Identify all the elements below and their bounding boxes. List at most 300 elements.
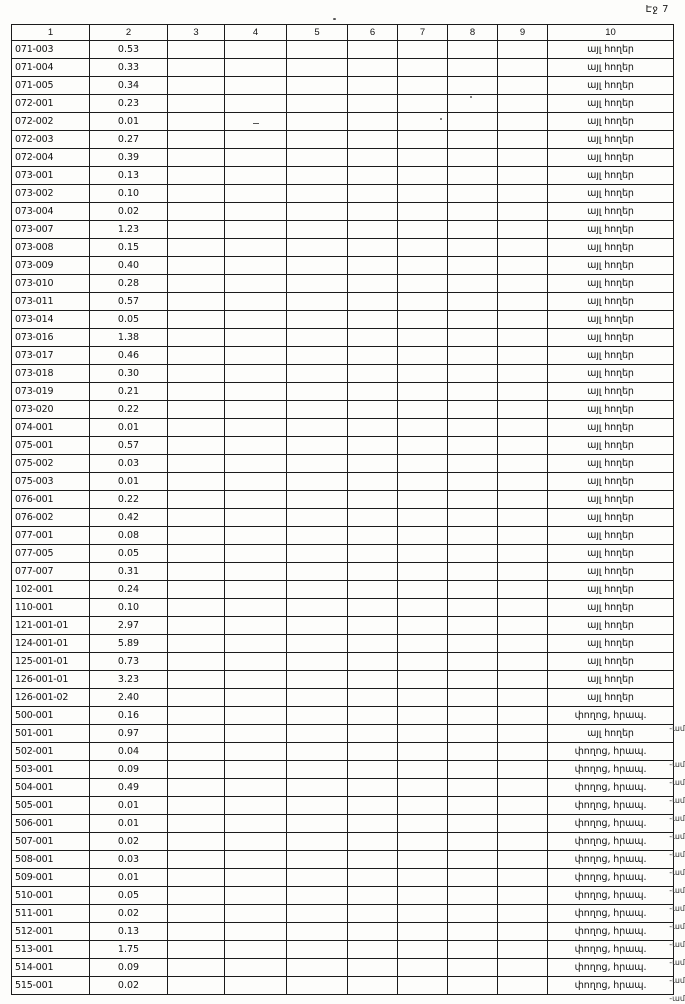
empty-cell bbox=[498, 725, 548, 743]
empty-cell bbox=[287, 383, 348, 401]
empty-cell bbox=[498, 617, 548, 635]
empty-cell bbox=[398, 797, 448, 815]
empty-cell bbox=[168, 815, 225, 833]
empty-cell bbox=[448, 905, 498, 923]
table-row bbox=[12, 365, 674, 383]
empty-cell bbox=[448, 761, 498, 779]
empty-cell bbox=[168, 167, 225, 185]
table-row bbox=[12, 671, 674, 689]
land-type-cell: փողոց, հրապ. bbox=[548, 815, 674, 833]
table-row bbox=[12, 887, 674, 905]
empty-cell bbox=[398, 725, 448, 743]
empty-cell bbox=[225, 599, 287, 617]
empty-cell bbox=[348, 653, 398, 671]
table-row bbox=[12, 401, 674, 419]
empty-cell bbox=[498, 977, 548, 995]
parcel-code-cell: 073-010 bbox=[12, 275, 90, 293]
margin-note: -ամ bbox=[669, 940, 685, 949]
land-type-cell: այլ հողեր bbox=[548, 509, 674, 527]
empty-cell bbox=[348, 941, 398, 959]
empty-cell bbox=[498, 761, 548, 779]
table-row bbox=[12, 329, 674, 347]
empty-cell bbox=[168, 239, 225, 257]
empty-cell bbox=[168, 959, 225, 977]
land-type-cell: այլ հողեր bbox=[548, 239, 674, 257]
empty-cell bbox=[498, 635, 548, 653]
column-header: 9 bbox=[498, 25, 548, 41]
parcel-code-cell: 075-001 bbox=[12, 437, 90, 455]
empty-cell bbox=[448, 329, 498, 347]
empty-cell bbox=[287, 473, 348, 491]
empty-cell bbox=[348, 905, 398, 923]
empty-cell bbox=[348, 293, 398, 311]
empty-cell bbox=[225, 941, 287, 959]
empty-cell bbox=[287, 293, 348, 311]
empty-cell bbox=[448, 653, 498, 671]
empty-cell bbox=[225, 221, 287, 239]
area-value-cell: 0.53 bbox=[90, 41, 168, 59]
empty-cell bbox=[168, 473, 225, 491]
empty-cell bbox=[448, 779, 498, 797]
parcel-code-cell: 076-001 bbox=[12, 491, 90, 509]
empty-cell bbox=[168, 743, 225, 761]
land-type-cell: փողոց, հրապ. bbox=[548, 923, 674, 941]
land-type-cell: փողոց, հրապ. bbox=[548, 851, 674, 869]
table-row bbox=[12, 275, 674, 293]
empty-cell bbox=[398, 185, 448, 203]
parcel-code-cell: 073-004 bbox=[12, 203, 90, 221]
empty-cell bbox=[498, 905, 548, 923]
table-row bbox=[12, 563, 674, 581]
empty-cell bbox=[398, 545, 448, 563]
table-row bbox=[12, 707, 674, 725]
table-row bbox=[12, 59, 674, 77]
empty-cell bbox=[168, 635, 225, 653]
land-type-cell: այլ հողեր bbox=[548, 725, 674, 743]
empty-cell bbox=[168, 311, 225, 329]
empty-cell bbox=[448, 671, 498, 689]
empty-cell bbox=[225, 833, 287, 851]
land-type-cell: այլ հողեր bbox=[548, 473, 674, 491]
area-value-cell: 0.02 bbox=[90, 905, 168, 923]
table-row bbox=[12, 869, 674, 887]
area-value-cell: 2.97 bbox=[90, 617, 168, 635]
empty-cell bbox=[498, 437, 548, 455]
parcel-code-cell: 073-018 bbox=[12, 365, 90, 383]
empty-cell bbox=[225, 419, 287, 437]
empty-cell bbox=[225, 671, 287, 689]
column-header: 5 bbox=[287, 25, 348, 41]
table-row bbox=[12, 743, 674, 761]
empty-cell bbox=[398, 59, 448, 77]
area-value-cell: 1.75 bbox=[90, 941, 168, 959]
empty-cell bbox=[448, 707, 498, 725]
table-header-row bbox=[12, 25, 674, 41]
empty-cell bbox=[348, 563, 398, 581]
parcel-code-cell: 074-001 bbox=[12, 419, 90, 437]
land-type-cell: այլ հողեր bbox=[548, 599, 674, 617]
area-value-cell: 0.15 bbox=[90, 239, 168, 257]
empty-cell bbox=[398, 617, 448, 635]
empty-cell bbox=[168, 617, 225, 635]
area-value-cell: 0.02 bbox=[90, 203, 168, 221]
empty-cell bbox=[448, 473, 498, 491]
land-type-cell: այլ հողեր bbox=[548, 365, 674, 383]
empty-cell bbox=[348, 725, 398, 743]
empty-cell bbox=[498, 545, 548, 563]
column-header: 7 bbox=[398, 25, 448, 41]
empty-cell bbox=[168, 797, 225, 815]
empty-cell bbox=[287, 329, 348, 347]
empty-cell bbox=[448, 563, 498, 581]
empty-cell bbox=[448, 599, 498, 617]
empty-cell bbox=[225, 527, 287, 545]
land-type-cell: փողոց, հրապ. bbox=[548, 887, 674, 905]
table-row bbox=[12, 545, 674, 563]
parcel-code-cell: 075-003 bbox=[12, 473, 90, 491]
empty-cell bbox=[287, 743, 348, 761]
empty-cell bbox=[348, 329, 398, 347]
land-type-cell: փողոց, հրապ. bbox=[548, 869, 674, 887]
land-type-cell: այլ հողեր bbox=[548, 347, 674, 365]
empty-cell bbox=[448, 239, 498, 257]
empty-cell bbox=[225, 203, 287, 221]
parcel-code-cell: 126-001-01 bbox=[12, 671, 90, 689]
margin-note: -ամ bbox=[669, 796, 685, 805]
empty-cell bbox=[398, 707, 448, 725]
table-row bbox=[12, 653, 674, 671]
parcel-code-cell: 072-003 bbox=[12, 131, 90, 149]
parcel-code-cell: 073-019 bbox=[12, 383, 90, 401]
empty-cell bbox=[168, 689, 225, 707]
empty-cell bbox=[168, 275, 225, 293]
empty-cell bbox=[348, 131, 398, 149]
table-row bbox=[12, 419, 674, 437]
table-row bbox=[12, 599, 674, 617]
empty-cell bbox=[498, 707, 548, 725]
empty-cell bbox=[348, 221, 398, 239]
area-value-cell: 0.02 bbox=[90, 833, 168, 851]
empty-cell bbox=[225, 869, 287, 887]
parcel-code-cell: 073-001 bbox=[12, 167, 90, 185]
empty-cell bbox=[348, 833, 398, 851]
table-row bbox=[12, 635, 674, 653]
empty-cell bbox=[225, 239, 287, 257]
empty-cell bbox=[448, 833, 498, 851]
empty-cell bbox=[287, 581, 348, 599]
land-registry-table bbox=[11, 24, 674, 995]
empty-cell bbox=[498, 275, 548, 293]
table-row bbox=[12, 977, 674, 995]
area-value-cell: 0.04 bbox=[90, 743, 168, 761]
empty-cell bbox=[398, 167, 448, 185]
empty-cell bbox=[225, 815, 287, 833]
land-type-cell: փողոց, հրապ. bbox=[548, 761, 674, 779]
empty-cell bbox=[225, 437, 287, 455]
empty-cell bbox=[287, 599, 348, 617]
empty-cell bbox=[225, 581, 287, 599]
empty-cell bbox=[348, 491, 398, 509]
land-type-cell: այլ հողեր bbox=[548, 185, 674, 203]
empty-cell bbox=[225, 689, 287, 707]
empty-cell bbox=[448, 977, 498, 995]
parcel-code-cell: 505-001 bbox=[12, 797, 90, 815]
parcel-code-cell: 071-004 bbox=[12, 59, 90, 77]
empty-cell bbox=[498, 941, 548, 959]
empty-cell bbox=[225, 851, 287, 869]
empty-cell bbox=[448, 491, 498, 509]
empty-cell bbox=[287, 77, 348, 95]
empty-cell bbox=[498, 221, 548, 239]
empty-cell bbox=[287, 491, 348, 509]
empty-cell bbox=[448, 41, 498, 59]
empty-cell bbox=[225, 275, 287, 293]
land-type-cell: այլ հողեր bbox=[548, 131, 674, 149]
parcel-code-cell: 500-001 bbox=[12, 707, 90, 725]
empty-cell bbox=[225, 887, 287, 905]
empty-cell bbox=[225, 311, 287, 329]
area-value-cell: 0.23 bbox=[90, 95, 168, 113]
empty-cell bbox=[448, 257, 498, 275]
empty-cell bbox=[225, 59, 287, 77]
parcel-code-cell: 073-002 bbox=[12, 185, 90, 203]
empty-cell bbox=[168, 131, 225, 149]
empty-cell bbox=[398, 293, 448, 311]
parcel-code-cell: 073-017 bbox=[12, 347, 90, 365]
empty-cell bbox=[287, 167, 348, 185]
area-value-cell: 0.03 bbox=[90, 851, 168, 869]
empty-cell bbox=[168, 59, 225, 77]
land-type-cell: այլ հողեր bbox=[548, 293, 674, 311]
empty-cell bbox=[287, 419, 348, 437]
land-type-cell: այլ հողեր bbox=[548, 59, 674, 77]
empty-cell bbox=[398, 203, 448, 221]
empty-cell bbox=[225, 725, 287, 743]
empty-cell bbox=[398, 779, 448, 797]
table-row bbox=[12, 815, 674, 833]
parcel-code-cell: 072-001 bbox=[12, 95, 90, 113]
empty-cell bbox=[168, 257, 225, 275]
empty-cell bbox=[287, 923, 348, 941]
empty-cell bbox=[398, 527, 448, 545]
land-type-cell: այլ հողեր bbox=[548, 491, 674, 509]
parcel-code-cell: 503-001 bbox=[12, 761, 90, 779]
land-type-cell: այլ հողեր bbox=[548, 689, 674, 707]
empty-cell bbox=[448, 113, 498, 131]
empty-cell bbox=[448, 797, 498, 815]
margin-note: -ամ bbox=[669, 724, 685, 733]
column-header: 1 bbox=[12, 25, 90, 41]
empty-cell bbox=[168, 77, 225, 95]
empty-cell bbox=[398, 833, 448, 851]
empty-cell bbox=[348, 167, 398, 185]
empty-cell bbox=[225, 113, 287, 131]
land-type-cell: փողոց, հրապ. bbox=[548, 977, 674, 995]
empty-cell bbox=[398, 113, 448, 131]
empty-cell bbox=[498, 779, 548, 797]
empty-cell bbox=[398, 329, 448, 347]
parcel-code-cell: 071-005 bbox=[12, 77, 90, 95]
empty-cell bbox=[348, 779, 398, 797]
margin-note: -ամ bbox=[669, 760, 685, 769]
table-row bbox=[12, 941, 674, 959]
empty-cell bbox=[225, 707, 287, 725]
empty-cell bbox=[287, 959, 348, 977]
empty-cell bbox=[498, 815, 548, 833]
table-row bbox=[12, 293, 674, 311]
table-row bbox=[12, 509, 674, 527]
empty-cell bbox=[168, 113, 225, 131]
empty-cell bbox=[225, 347, 287, 365]
parcel-code-cell: 077-001 bbox=[12, 527, 90, 545]
table-row bbox=[12, 437, 674, 455]
area-value-cell: 0.24 bbox=[90, 581, 168, 599]
empty-cell bbox=[168, 509, 225, 527]
empty-cell bbox=[398, 869, 448, 887]
empty-cell bbox=[348, 113, 398, 131]
parcel-code-cell: 073-009 bbox=[12, 257, 90, 275]
empty-cell bbox=[287, 365, 348, 383]
empty-cell bbox=[287, 869, 348, 887]
area-value-cell: 0.02 bbox=[90, 977, 168, 995]
area-value-cell: 0.10 bbox=[90, 185, 168, 203]
empty-cell bbox=[398, 437, 448, 455]
empty-cell bbox=[448, 311, 498, 329]
empty-cell bbox=[398, 347, 448, 365]
empty-cell bbox=[448, 869, 498, 887]
empty-cell bbox=[287, 779, 348, 797]
empty-cell bbox=[498, 59, 548, 77]
empty-cell bbox=[168, 923, 225, 941]
empty-cell bbox=[168, 527, 225, 545]
empty-cell bbox=[398, 653, 448, 671]
empty-cell bbox=[168, 941, 225, 959]
land-type-cell: փողոց, հրապ. bbox=[548, 905, 674, 923]
empty-cell bbox=[225, 77, 287, 95]
empty-cell bbox=[448, 437, 498, 455]
empty-cell bbox=[168, 365, 225, 383]
table-row bbox=[12, 383, 674, 401]
empty-cell bbox=[225, 635, 287, 653]
empty-cell bbox=[348, 203, 398, 221]
empty-cell bbox=[348, 581, 398, 599]
empty-cell bbox=[168, 779, 225, 797]
empty-cell bbox=[498, 77, 548, 95]
land-type-cell: այլ հողեր bbox=[548, 149, 674, 167]
table-row bbox=[12, 167, 674, 185]
empty-cell bbox=[398, 257, 448, 275]
area-value-cell: 0.22 bbox=[90, 401, 168, 419]
empty-cell bbox=[168, 293, 225, 311]
empty-cell bbox=[398, 311, 448, 329]
empty-cell bbox=[348, 365, 398, 383]
land-type-cell: այլ հողեր bbox=[548, 455, 674, 473]
table-row bbox=[12, 761, 674, 779]
empty-cell bbox=[398, 419, 448, 437]
empty-cell bbox=[348, 959, 398, 977]
parcel-code-cell: 077-007 bbox=[12, 563, 90, 581]
empty-cell bbox=[448, 95, 498, 113]
empty-cell bbox=[168, 185, 225, 203]
empty-cell bbox=[398, 689, 448, 707]
empty-cell bbox=[287, 797, 348, 815]
empty-cell bbox=[498, 383, 548, 401]
column-header: 3 bbox=[168, 25, 225, 41]
area-value-cell: 0.05 bbox=[90, 887, 168, 905]
empty-cell bbox=[398, 851, 448, 869]
margin-note: -ամ bbox=[669, 832, 685, 841]
empty-cell bbox=[398, 941, 448, 959]
empty-cell bbox=[168, 329, 225, 347]
column-header: 4 bbox=[225, 25, 287, 41]
empty-cell bbox=[348, 239, 398, 257]
empty-cell bbox=[287, 509, 348, 527]
empty-cell bbox=[287, 671, 348, 689]
empty-cell bbox=[398, 635, 448, 653]
area-value-cell: 0.42 bbox=[90, 509, 168, 527]
empty-cell bbox=[287, 59, 348, 77]
empty-cell bbox=[398, 815, 448, 833]
column-header: 8 bbox=[448, 25, 498, 41]
empty-cell bbox=[287, 833, 348, 851]
empty-cell bbox=[168, 581, 225, 599]
empty-cell bbox=[287, 815, 348, 833]
empty-cell bbox=[448, 293, 498, 311]
area-value-cell: 0.31 bbox=[90, 563, 168, 581]
empty-cell bbox=[348, 311, 398, 329]
parcel-code-cell: 509-001 bbox=[12, 869, 90, 887]
land-type-cell: այլ հողեր bbox=[548, 113, 674, 131]
land-type-cell: այլ հողեր bbox=[548, 275, 674, 293]
empty-cell bbox=[287, 239, 348, 257]
empty-cell bbox=[225, 977, 287, 995]
empty-cell bbox=[225, 293, 287, 311]
parcel-code-cell: 073-011 bbox=[12, 293, 90, 311]
empty-cell bbox=[168, 563, 225, 581]
empty-cell bbox=[498, 95, 548, 113]
empty-cell bbox=[398, 977, 448, 995]
area-value-cell: 5.89 bbox=[90, 635, 168, 653]
empty-cell bbox=[225, 401, 287, 419]
area-value-cell: 0.01 bbox=[90, 869, 168, 887]
parcel-code-cell: 073-020 bbox=[12, 401, 90, 419]
empty-cell bbox=[498, 239, 548, 257]
empty-cell bbox=[225, 95, 287, 113]
empty-cell bbox=[448, 167, 498, 185]
area-value-cell: 0.09 bbox=[90, 959, 168, 977]
land-type-cell: փողոց, հրապ. bbox=[548, 797, 674, 815]
land-type-cell: այլ հողեր bbox=[548, 563, 674, 581]
empty-cell bbox=[398, 383, 448, 401]
area-value-cell: 0.01 bbox=[90, 419, 168, 437]
land-type-cell: այլ հողեր bbox=[548, 77, 674, 95]
land-type-cell: փողոց, հրապ. bbox=[548, 941, 674, 959]
empty-cell bbox=[398, 275, 448, 293]
margin-note: -ամ bbox=[669, 994, 685, 1003]
empty-cell bbox=[498, 869, 548, 887]
parcel-code-cell: 072-002 bbox=[12, 113, 90, 131]
empty-cell bbox=[348, 95, 398, 113]
empty-cell bbox=[348, 635, 398, 653]
area-value-cell: 0.03 bbox=[90, 455, 168, 473]
table-row bbox=[12, 473, 674, 491]
area-value-cell: 0.05 bbox=[90, 545, 168, 563]
empty-cell bbox=[225, 797, 287, 815]
empty-cell bbox=[498, 671, 548, 689]
empty-cell bbox=[287, 131, 348, 149]
area-value-cell: 0.13 bbox=[90, 167, 168, 185]
area-value-cell: 0.09 bbox=[90, 761, 168, 779]
